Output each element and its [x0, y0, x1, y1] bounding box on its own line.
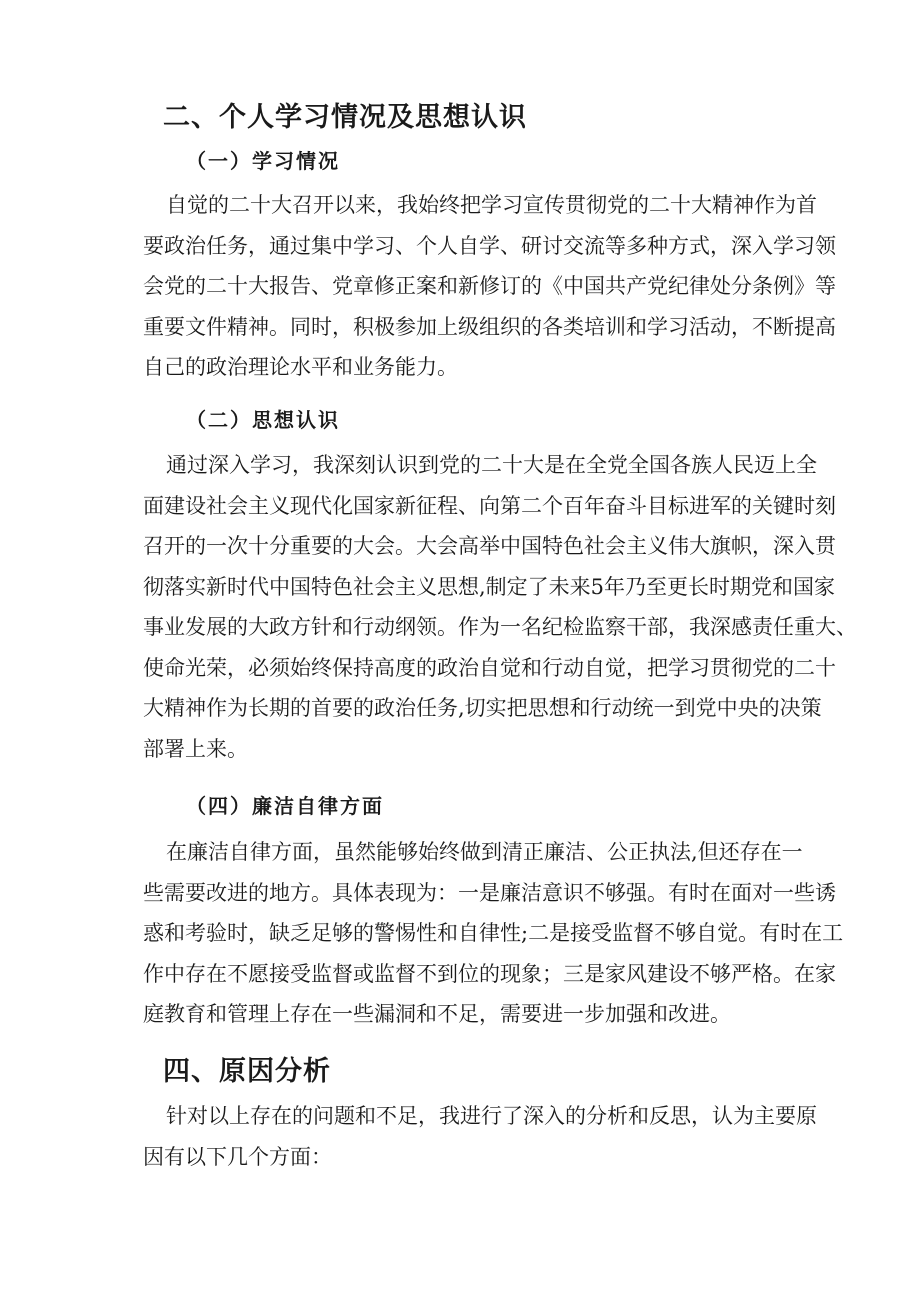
text-line: 自己的政治理论水平和业务能力。 [143, 355, 458, 379]
paragraph-cause-analysis [143, 1096, 843, 1177]
text-line: 作中存在不愿接受监督或监督不到位的现象；三是家风建设不够严格。在家 [143, 961, 836, 986]
text-line: 事业发展的大政方针和行动纲领。作为一名纪检监察干部，我深感责任重大、 [143, 615, 857, 639]
text-line: 惑和考验时，缺乏足够的警惕性和自律性;二是接受监督不够自觉。有时在工 [143, 921, 844, 945]
text-line: 面建设社会主义现代化国家新征程、向第二个百年奋斗目标进军的关键时刻 [143, 493, 836, 518]
text-line: 彻落实新时代中国特色社会主义思想,制定了未来5年乃至更长时期党和国家 [143, 574, 836, 599]
paragraph-integrity-self-discipline [143, 832, 843, 1035]
text-line: 庭教育和管理上存在一些漏洞和不足，需要进一步加强和改进。 [143, 1002, 731, 1026]
text-line: 大精神作为长期的首要的政治任务,切实把思想和行动统一到党中央的决策 [143, 696, 822, 720]
text-line: 召开的一次十分重要的大会。大会高举中国特色社会主义伟大旗帜，深入贯 [143, 534, 836, 558]
text-line: 自觉的二十大召开以来，我始终把学习宣传贯彻党的二十大精神作为首 [166, 193, 817, 217]
text-line: 使命光荣，必须始终保持高度的政治自觉和行动自觉，把学习贯彻党的二十 [143, 655, 836, 680]
paragraph-ideological-understanding [143, 445, 857, 769]
subheading-integrity-self-discipline: （四）廉洁自律方面 [186, 794, 384, 818]
text-line: 些需要改进的地方。具体表现为：一是廉洁意识不够强。有时在面对一些诱 [143, 880, 836, 905]
text-line: 要政治任务，通过集中学习、个人自学、研讨交流等多种方式，深入学习领 [143, 233, 836, 258]
text-line: 针对以上存在的问题和不足，我进行了深入的分析和反思，认为主要原 [166, 1104, 817, 1128]
text-line: 重要文件精神。同时，积极参加上级组织的各类培训和学习活动，不断提高 [143, 314, 836, 339]
text-line: 在廉洁自律方面，虽然能够始终做到清正廉洁、公正执法,但还存在一 [166, 840, 803, 864]
text-line: 部署上来。 [143, 736, 248, 761]
section-heading-cause-analysis: 四、原因分析 [163, 1056, 331, 1087]
text-line: 会党的二十大报告、党章修正案和新修订的《中国共产党纪律处分条例》等 [143, 274, 836, 298]
text-line: 通过深入学习，我深刻认识到党的二十大是在全党全国各族人民迈上全 [166, 453, 817, 477]
section-heading-personal-study: 二、个人学习情况及思想认识 [163, 102, 527, 133]
paragraph-study-situation [143, 185, 843, 388]
subheading-study-situation: （一）学习情况 [186, 149, 340, 173]
text-line: 因有以下几个方面： [143, 1144, 332, 1169]
subheading-ideological-understanding: （二）思想认识 [186, 408, 340, 432]
